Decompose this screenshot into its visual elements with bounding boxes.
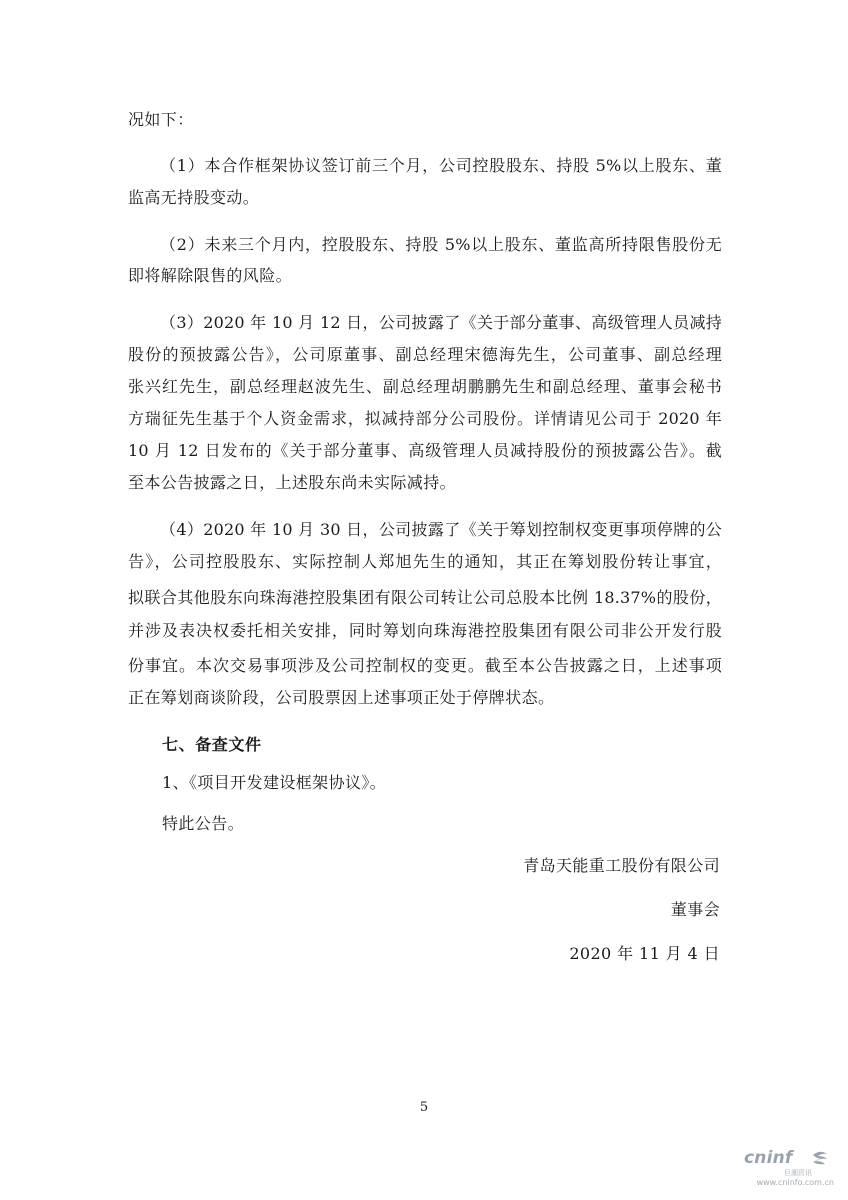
signature-board: 董事会	[670, 900, 720, 919]
cninfo-logo-text: cninf	[744, 1148, 793, 1168]
paragraph-3-line-6: 至本公告披露之日，上述股东尚未实际减持。	[128, 473, 457, 492]
paragraph-4-line-1: （4）2020 年 10 月 30 日，公司披露了《关于筹划控制权变更事项停牌的公	[160, 520, 722, 539]
paragraph-3-line-1: （3）2020 年 10 月 12 日，公司披露了《关于部分董事、高级管理人员减持	[160, 313, 722, 332]
paragraph-4-line-6: 正在筹划商谈阶段，公司股票因上述事项正处于停牌状态。	[128, 688, 555, 707]
paragraph-3-line-4: 方瑞征先生基于个人资金需求，拟减持部分公司股份。详情请见公司于 2020 年	[128, 409, 722, 428]
intro-line: 况如下：	[128, 110, 194, 129]
paragraph-2-line-1: （2）未来三个月内，控股股东、持股 5%以上股东、董监高所持限售股份无	[160, 235, 722, 254]
attachment-item: 1、《项目开发建设框架协议》。	[162, 773, 387, 792]
closing-statement: 特此公告。	[162, 814, 245, 833]
cninfo-watermark	[744, 1148, 834, 1192]
paragraph-3-line-2: 股份的预披露公告》，公司原董事、副总经理宋德海先生，公司董事、副总经理	[128, 345, 722, 364]
paragraph-4-line-4: 并涉及表决权委托相关安排，同时筹划向珠海港控股集团有限公司非公开发行股	[128, 621, 722, 640]
paragraph-1-line-2: 监高无持股变动。	[128, 188, 260, 207]
cninfo-logo-subtitle: 巨潮资讯	[784, 1169, 812, 1177]
signature-company: 青岛天能重工股份有限公司	[523, 856, 720, 875]
paragraph-4-line-5: 份事宜。本次交易事项涉及公司控制权的变更。截至本公告披露之日，上述事项	[128, 656, 722, 675]
section-heading: 七、备查文件	[162, 735, 262, 754]
page-number: 5	[419, 1100, 429, 1115]
paragraph-4-line-2: 告》，公司控股股东、实际控制人郑旭先生的通知，其正在筹划股份转让事宜，	[128, 552, 722, 571]
paragraph-3-line-3: 张兴红先生，副总经理赵波先生、副总经理胡鹏鹏先生和副总经理、董事会秘书	[128, 377, 722, 396]
paragraph-4-line-3: 拟联合其他股东向珠海港控股集团有限公司转让公司总股本比例 18.37%的股份，	[128, 588, 722, 607]
paragraph-1-line-1: （1）本合作框架协议签订前三个月，公司控股股东、持股 5%以上股东、董	[160, 156, 722, 175]
paragraph-3-line-5: 10 月 12 日发布的《关于部分董事、高级管理人员减持股份的预披露公告》。截	[128, 441, 722, 460]
cninfo-logo-url: www.cninfo.com.cn	[756, 1178, 834, 1187]
paragraph-2-line-2: 即将解除限售的风险。	[128, 266, 293, 285]
cninfo-swirl-icon	[810, 1150, 830, 1168]
signature-date: 2020 年 11 月 4 日	[569, 944, 720, 963]
